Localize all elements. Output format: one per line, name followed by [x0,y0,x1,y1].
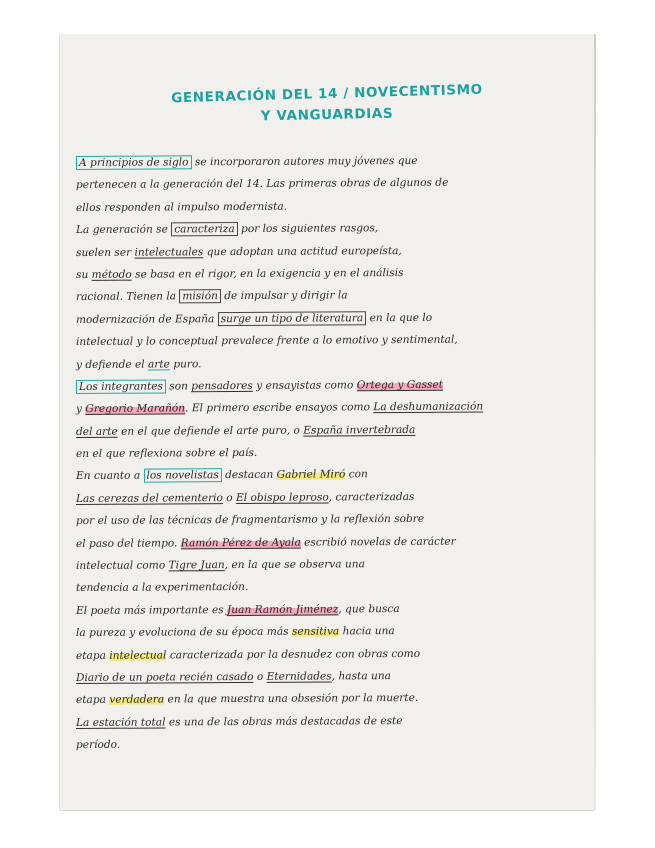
notes-body [76,152,586,757]
boxed-term: Los integrantes [76,379,166,394]
text-fragment: que adoptan una actitud europeísta, [203,244,402,258]
notebook-page [60,34,594,810]
text-line [76,619,586,645]
page-subtitle: Y VANGUARDIAS [260,105,394,125]
underlined-term: pensadores [191,379,253,393]
text-line [76,418,586,444]
highlighted-name: Gregorio Marañón [85,402,186,416]
highlighted-term: intelectual [109,649,167,662]
underlined-term: arte [147,357,170,371]
text-fragment: hacia una [339,625,395,638]
text-fragment: se basa en el rigor, en la exigencia y en el análisis [131,266,404,281]
text-line [76,641,586,667]
text-fragment: , en la que se observa una [224,558,365,572]
text-line: ellos responden al impulso modernista. [75,200,288,214]
text-fragment: , caracterizadas [328,490,415,504]
underlined-term: método [91,268,132,281]
highlighted-name: Ramón Pérez de Ayala [180,536,301,550]
text-line [76,306,586,332]
text-fragment: etapa [75,649,110,662]
text-fragment: con [345,468,368,481]
text-fragment: por los siguientes rasgos, [237,222,379,236]
text-line [76,709,586,735]
text-fragment: y [75,403,86,416]
text-line: período. [75,738,121,752]
text-fragment: El poeta más importante es [75,603,228,617]
text-line [76,283,586,309]
text-fragment: de impulsar y dirigir la [220,289,348,303]
text-fragment: escribió novelas de carácter [300,535,456,549]
text-fragment: suelen ser [75,246,135,259]
text-line [76,686,586,712]
text-line: intelectual y lo conceptual prevalece frente a lo emotivo y sentimental, [75,333,458,349]
text-line [76,530,586,556]
text-fragment: su [75,268,92,281]
text-fragment: son [165,380,192,393]
underlined-title: Tigre Juan [168,559,225,572]
underlined-title: La estación total [75,716,166,729]
text-fragment: o [253,670,267,683]
highlighted-term: sensitiva [291,625,340,638]
text-line: por el uso de las técnicas de fragmentarismo y la reflexión sobre [75,513,425,528]
text-fragment: y ensayistas como [252,379,357,392]
text-fragment: destacan [221,469,277,482]
text-line: pertenecen a la generación del 14. Las primeras obras de algunos de [75,177,449,192]
underlined-title: Diario de un poeta recién casado [75,670,254,684]
text-fragment: y defiende el [75,358,149,371]
text-fragment: se incorporaron autores muy jóvenes que [191,154,418,169]
bracketed-term: caracteriza [171,222,238,236]
highlighted-name: Juan Ramón Jiménez [227,603,339,616]
bracketed-term: misión [179,289,221,303]
underlined-term: intelectuales [134,245,204,259]
text-fragment: en el que defiende el arte puro, o [117,424,304,438]
text-fragment: el paso del tiempo. [75,537,181,550]
underlined-title: El obispo leproso [235,491,329,504]
boxed-term: A principios de siglo [76,155,192,170]
text-line [76,238,586,264]
text-line: tendencia a la experimentación. [75,581,249,595]
text-fragment: es una de las obras más destacadas de este [165,714,403,729]
text-fragment: o [222,491,237,504]
page-title: GENERACIÓN DEL 14 / NOVECENTISMO [171,81,483,107]
text-line [76,216,586,242]
highlighted-term: verdadera [109,693,165,707]
underlined-title: del arte [75,425,118,438]
highlighted-name: Ortega y Gasset [356,378,444,392]
underlined-title: La deshumanización [373,400,484,414]
text-fragment: modernización de España [75,312,218,326]
text-fragment: puro. [169,357,202,370]
text-fragment: en la que muestra una obsesión por la muerte. [164,692,419,706]
boxed-term: los novelistas [143,469,221,483]
bracketed-term: surge un tipo de literatura [218,311,367,326]
underlined-title: Eternidades [266,670,332,683]
text-line [76,350,586,376]
underlined-title: España invertebrada [303,423,416,437]
underlined-title: Las cerezas del cementerio [75,491,223,505]
text-line [76,395,586,421]
text-fragment: caracterizada por la desnudez con obras como [166,647,421,662]
text-fragment: intelectual como [75,559,169,573]
text-fragment: racional. Tienen la [75,290,180,304]
text-fragment: En cuanto a [75,470,144,483]
text-line: en el que reflexiona sobre el país. [75,446,258,461]
text-fragment: , hasta una [331,670,391,683]
text-fragment: etapa [75,694,110,707]
text-fragment: . El primero escribe ensayos como [185,401,374,415]
text-fragment: la pureza y evoluciona de su época más [75,625,292,640]
text-line [76,462,586,488]
highlighted-name: Gabriel Miró [276,468,346,482]
text-fragment: en la que lo [366,311,433,324]
text-fragment: La generación se [75,223,172,237]
text-fragment: , que busca [338,602,400,616]
